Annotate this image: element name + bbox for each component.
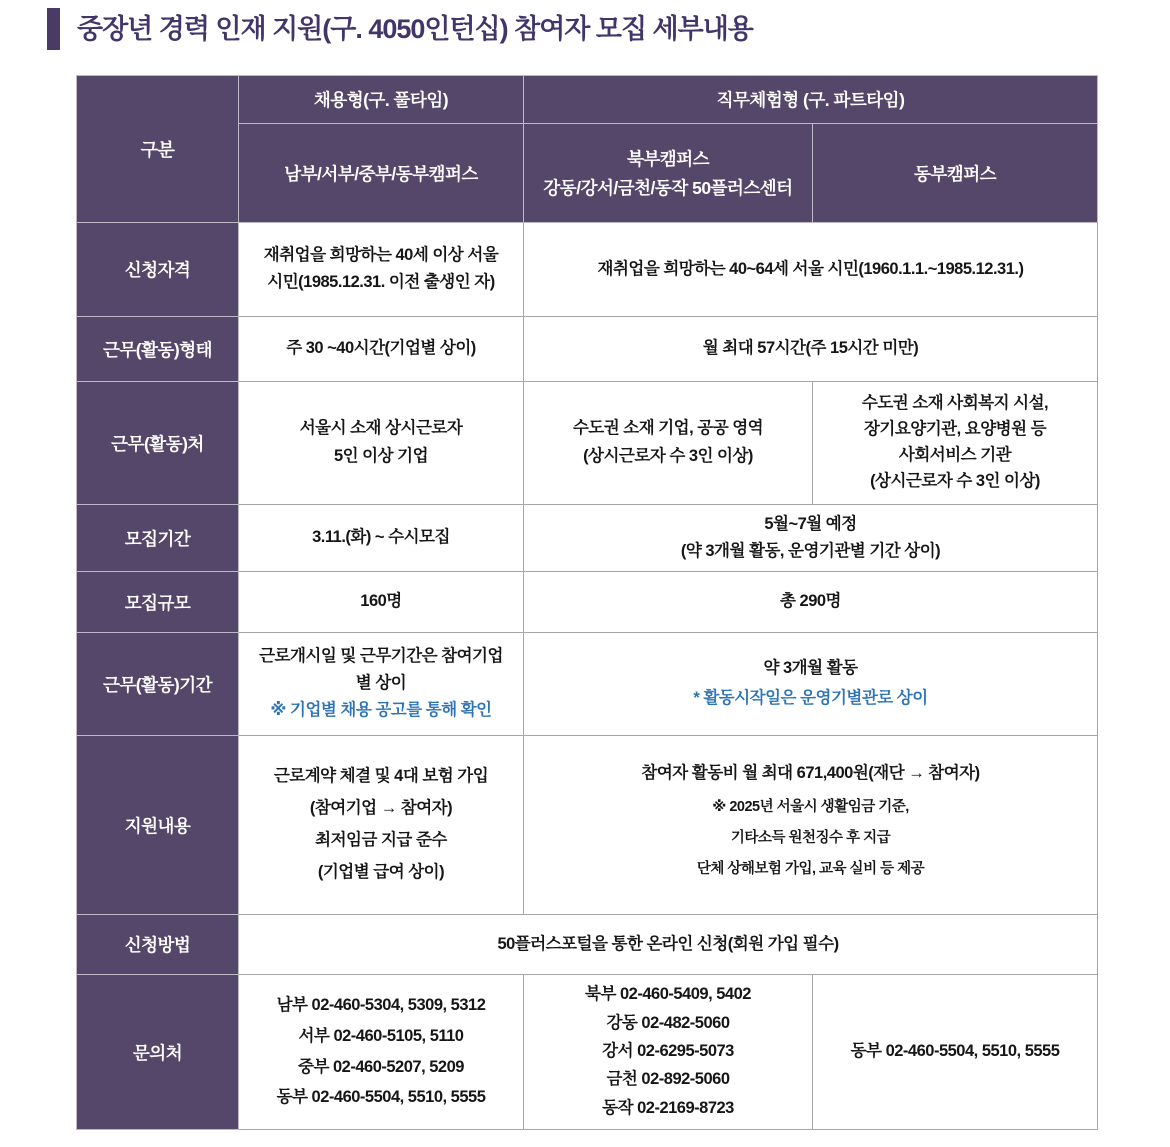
row-eligibility	[77, 223, 1098, 317]
row-recruit-period	[77, 505, 1098, 572]
cell-workplace-north	[524, 382, 813, 505]
row-label-support: 지원내용	[77, 736, 239, 915]
cell-eligibility-experience: 재취업을 희망하는 40~64세 서울 시민(1960.1.1.~1985.12.31.)	[524, 223, 1098, 317]
text-line: 수도권 소재 기업, 공공 영역	[572, 419, 764, 438]
text-line: 수도권 소재 사회복지 시설,	[861, 394, 1049, 413]
header-group-experience: 직무체험형 (구. 파트타임)	[524, 76, 1098, 124]
cell-recruit-size-hiring: 160명	[239, 572, 524, 633]
header-group-hiring: 채용형(구. 풀타임)	[239, 76, 524, 124]
cell-support-hiring	[239, 736, 524, 915]
header-row-groups	[77, 76, 1098, 124]
text-line: 북부캠퍼스	[626, 149, 710, 169]
text-line: 기타소득 원천징수 후 지급	[730, 830, 891, 847]
phone-line: 북부 02-460-5409, 5402	[585, 985, 751, 1004]
text-line: 강동/강서/금천/동작 50플러스센터	[543, 178, 793, 198]
row-support	[77, 736, 1098, 915]
text-line: 단체 상해보험 가입, 교육 실비 등 제공	[696, 861, 925, 878]
row-recruit-size	[77, 572, 1098, 633]
cell-eligibility-hiring	[239, 223, 524, 317]
row-label-recruit-size: 모집규모	[77, 572, 239, 633]
text-line: 장기요양기관, 요양병원 등	[863, 420, 1047, 439]
row-label-eligibility: 신청자격	[77, 223, 239, 317]
text-line: 사회서비스 기관	[898, 446, 1012, 464]
text-line: 서울시 소재 상시근로자	[299, 419, 463, 438]
phone-line: 동작 02-2169-8723	[602, 1098, 734, 1117]
header-campus-north	[524, 124, 813, 223]
blue-note-line: ※ 기업별 채용 공고를 통해 확인	[270, 700, 492, 719]
text-line: 시민(1985.12.31. 이전 출생인 자)	[267, 273, 495, 291]
text-line: ※ 2025년 서울시 생활임금 기준,	[712, 799, 909, 816]
phone-line: 중부 02-460-5207, 5209	[298, 1057, 464, 1076]
cell-support-experience	[524, 736, 1098, 915]
header-campus-south: 남부/서부/중부/동부캠퍼스	[239, 124, 524, 223]
cell-contact-north	[524, 975, 813, 1130]
row-label-apply: 신청방법	[77, 915, 239, 975]
row-contact	[77, 975, 1098, 1130]
phone-line: 강서 02-6295-5073	[602, 1042, 734, 1061]
row-work-type	[77, 317, 1098, 382]
cell-apply-method: 50플러스포털을 통한 온라인 신청(회원 가입 필수)	[239, 915, 1098, 975]
text-line: 5월~7월 예정	[764, 514, 857, 533]
row-label-recruit-period: 모집기간	[77, 505, 239, 572]
cell-workplace-hiring	[239, 382, 524, 505]
cell-contact-east: 동부 02-460-5504, 5510, 5555	[813, 975, 1098, 1130]
text-line: (약 3개월 활동, 운영기관별 기간 상이)	[680, 541, 941, 560]
phone-line: 남부 02-460-5304, 5309, 5312	[276, 995, 486, 1014]
row-label-contact: 문의처	[77, 975, 239, 1130]
cell-work-period-experience	[524, 633, 1098, 736]
phone-line: 금천 02-892-5060	[606, 1070, 730, 1089]
text-line: (상시근로자 수 3인 이상)	[583, 447, 753, 465]
text-line: 5인 이상 기업	[333, 447, 429, 465]
blue-note-line: * 활동시작일은 운영기별관로 상이	[693, 689, 928, 707]
program-details-table	[76, 75, 1098, 1130]
phone-line: 동부 02-460-5504, 5510, 5555	[276, 1088, 486, 1107]
text-line: 최저임금 지급 준수	[315, 831, 447, 849]
row-label-work-type: 근무(활동)형태	[77, 317, 239, 382]
text-line: (기업별 급여 상이)	[317, 862, 445, 881]
text-line: 근로개시일 및 근무기간은 참여기업	[259, 647, 503, 666]
cell-workplace-east	[813, 382, 1098, 505]
text-line: (상시근로자 수 3인 이상)	[870, 471, 1040, 490]
cell-work-period-hiring	[239, 633, 524, 736]
row-apply	[77, 915, 1098, 975]
text-line: (참여기업 → 참여자)	[309, 799, 453, 818]
cell-contact-hiring	[239, 975, 524, 1130]
row-workplace	[77, 382, 1098, 505]
text-line: 별 상이	[355, 674, 407, 693]
text-line: 재취업을 희망하는 40세 이상 서울	[263, 246, 499, 265]
header-campus-east: 동부캠퍼스	[813, 124, 1098, 223]
text-line: 약 3개월 활동	[763, 659, 858, 678]
text-line: 근로계약 체결 및 4대 보험 가입	[273, 767, 489, 786]
cell-recruit-period-hiring: 3.11.(화) ~ 수시모집	[239, 505, 524, 572]
row-work-period	[77, 633, 1098, 736]
page-header	[47, 8, 753, 50]
text-line: 참여자 활동비 월 최대 671,400원(재단 → 참여자)	[641, 763, 980, 782]
row-label-workplace: 근무(활동)처	[77, 382, 239, 505]
row-label-work-period: 근무(활동)기간	[77, 633, 239, 736]
title-accent-bar	[47, 8, 60, 50]
cell-recruit-size-experience: 총 290명	[524, 572, 1098, 633]
phone-line: 서부 02-460-5105, 5110	[298, 1026, 464, 1045]
cell-work-type-experience: 월 최대 57시간(주 15시간 미만)	[524, 317, 1098, 382]
header-corner: 구분	[77, 76, 239, 223]
cell-work-type-hiring: 주 30 ~40시간(기업별 상이)	[239, 317, 524, 382]
page-title: 중장년 경력 인재 지원(구. 4050인턴십) 참여자 모집 세부내용	[77, 14, 753, 44]
phone-line: 강동 02-482-5060	[606, 1013, 730, 1032]
cell-recruit-period-experience	[524, 505, 1098, 572]
